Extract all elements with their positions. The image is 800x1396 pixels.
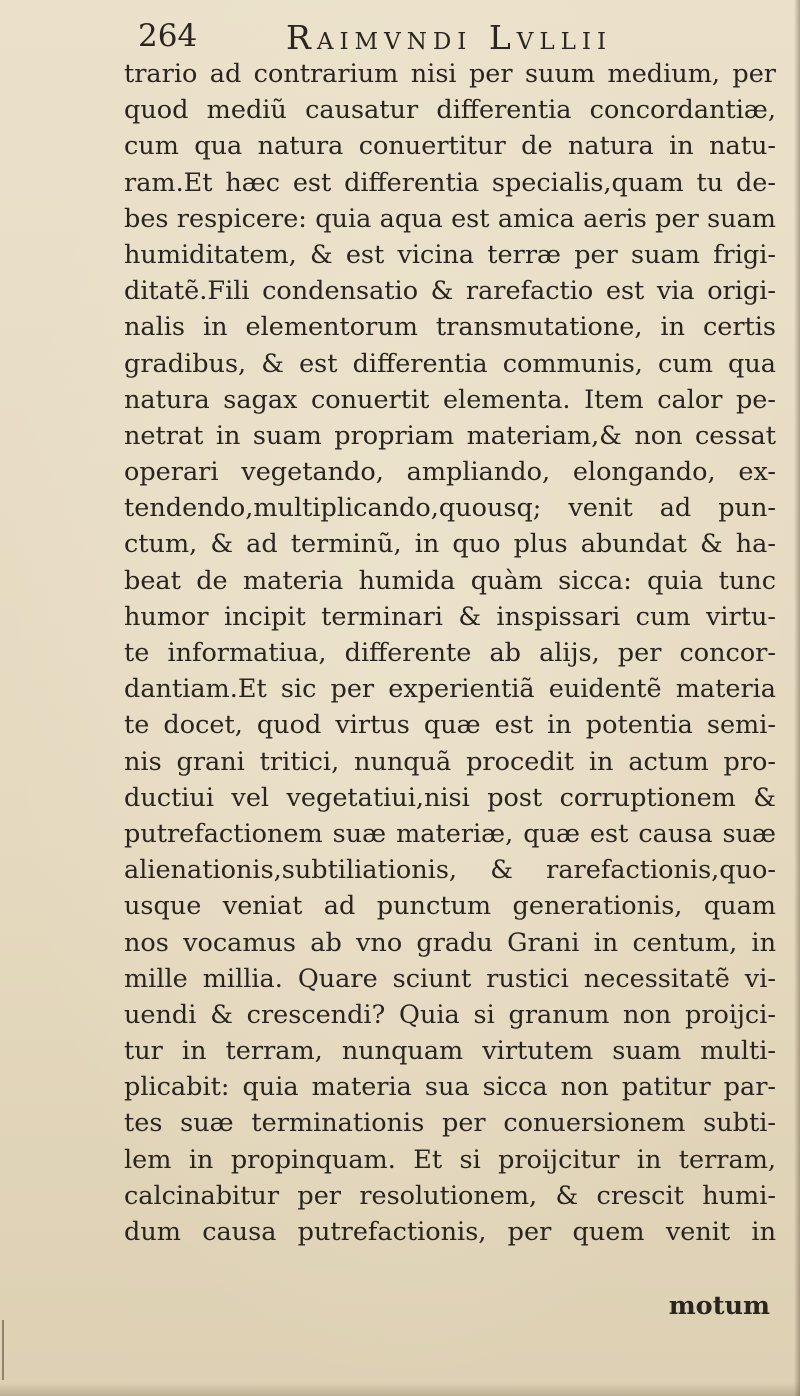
page-number: 264 bbox=[138, 18, 198, 54]
text-line: alienationis,subtiliationis, & rarefactionis,quo- bbox=[124, 855, 776, 886]
text-line: dantiam.Et sic per experientiã euidentẽ materia bbox=[124, 674, 776, 705]
page-edge-shadow bbox=[794, 0, 800, 1396]
catchword: motum bbox=[668, 1291, 770, 1321]
text-line: beat de materia humida quàm sicca: quia tunc bbox=[124, 565, 776, 596]
text-line: uendi & crescendi? Quia si granum non proijci- bbox=[124, 999, 776, 1030]
text-line: quod mediũ causatur differentia concordantiæ, bbox=[124, 95, 776, 126]
text-line: nalis in elementorum transmutatione, in certis bbox=[124, 312, 776, 343]
margin-mark bbox=[2, 1320, 4, 1380]
text-line: calcinabitur per resolutionem, & crescit humi- bbox=[124, 1180, 776, 1211]
text-line: tes suæ terminationis per conuersionem subti- bbox=[124, 1108, 776, 1139]
text-line: tendendo,multiplicando,quousq; venit ad pun- bbox=[124, 493, 776, 524]
text-line: ram.Et hæc est differentia specialis,quam tu de- bbox=[124, 167, 776, 198]
text-line: lem in propinquam. Et si proijcitur in terram, bbox=[124, 1144, 776, 1175]
text-line: nos vocamus ab vno gradu Grani in centum, in bbox=[124, 927, 776, 958]
text-line: natura sagax conuertit elementa. Item calor pe- bbox=[124, 384, 776, 415]
text-line: gradibus, & est differentia communis, cum qua bbox=[124, 348, 776, 379]
text-line: netrat in suam propriam materiam,& non cessat bbox=[124, 420, 776, 451]
text-line: operari vegetando, ampliando, elongando, ex- bbox=[124, 457, 776, 488]
text-line: nis grani tritici, nunquã procedit in actum pro- bbox=[124, 746, 776, 777]
text-line: dum causa putrefactionis, per quem venit in bbox=[124, 1217, 776, 1247]
running-head: Raimvndi Lvllii bbox=[286, 18, 613, 57]
page-header bbox=[138, 14, 698, 60]
text-line: mille millia. Quare sciunt rustici necessitatẽ vi- bbox=[124, 963, 776, 994]
page-bottom-shadow bbox=[0, 1382, 800, 1396]
text-line: bes respicere: quia aqua est amica aeris per suam bbox=[124, 203, 776, 234]
text-line: te docet, quod virtus quæ est in potentia semi- bbox=[124, 710, 776, 741]
text-line: cum qua natura conuertitur de natura in natu- bbox=[124, 131, 776, 162]
text-line: humor incipit terminari & inspissari cum virtu- bbox=[124, 601, 776, 632]
body-text bbox=[124, 56, 776, 1250]
text-line: putrefactionem suæ materiæ, quæ est causa suæ bbox=[124, 818, 776, 849]
text-line: plicabit: quia materia sua sicca non patitur par- bbox=[124, 1072, 776, 1103]
text-line: tur in terram, nunquam virtutem suam multi- bbox=[124, 1036, 776, 1067]
text-line: ditatẽ.Fili condensatio & rarefactio est via origi- bbox=[124, 276, 776, 307]
text-line: usque veniat ad punctum generationis, quam bbox=[124, 891, 776, 922]
text-line: ductiui vel vegetatiui,nisi post corruptionem & bbox=[124, 782, 776, 813]
text-line: humiditatem, & est vicina terræ per suam frigi- bbox=[124, 239, 776, 270]
text-line: trario ad contrarium nisi per suum medium, per bbox=[124, 59, 776, 89]
text-line: ctum, & ad terminũ, in quo plus abundat & ha- bbox=[124, 529, 776, 560]
text-line: te informatiua, differente ab alijs, per concor- bbox=[124, 638, 776, 668]
